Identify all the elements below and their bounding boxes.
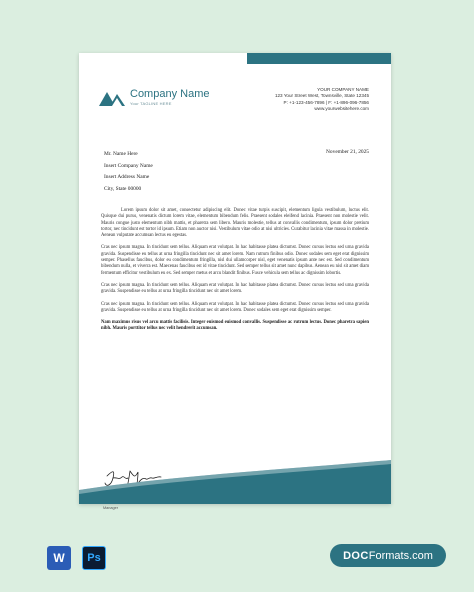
mountain-logo-icon bbox=[99, 88, 125, 106]
paragraph: Cras nec ipsum magna. In tincidunt sem tellus. Aliquam erat volutpat. In hac habitasse platea dictumst. Donec cursus lectus sed urna gravida gravida. Suspendisse eu tellus at urna fringilla tincidunt nec sit amet lorem. Donec sodales sem eget erat dignissim semper. bbox=[101, 301, 369, 313]
contact-phone: P: +1-123-456-7896 | F: +1-896-096-7856 bbox=[283, 99, 369, 105]
contact-website: www.yourwebsitehere.com bbox=[314, 105, 369, 111]
letter-date: November 21, 2025 bbox=[326, 149, 369, 155]
recipient-address: Insert Address Name bbox=[104, 174, 150, 180]
company-logo bbox=[99, 88, 209, 106]
contact-block bbox=[275, 87, 369, 112]
brand-suffix: Formats.com bbox=[368, 549, 433, 562]
footer-wave bbox=[79, 460, 391, 504]
photoshop-icon[interactable] bbox=[82, 546, 106, 570]
recipient-name: Mr. Name Here bbox=[104, 151, 138, 157]
app-icons bbox=[47, 546, 106, 570]
docformats-badge[interactable] bbox=[330, 544, 446, 567]
top-accent-bar bbox=[247, 53, 391, 64]
contact-company: YOUR COMPANY NAME bbox=[317, 87, 369, 92]
paragraph: Lorem ipsum dolor sit amet, consectetur adipiscing elit. Donec vitae turpis suscipit, elementum ligula vestibulum, luctus elit. Quisque dui purus, venenatis dictum lorem vitae, elementum bibendum felis. Praesent sodales eleifend lacinia. Praesent non molestie velit. Mauris congue justo elementum nibh mattis, et pharetra sem libero. Mauris molestie, tellus at convallis condimentum, ipsum dolor pretium tortor, nec tincidunt est tortor id ipsum. Etiam non auctor nisi. Vestibulum vitae odio at nisi ultricies. Curabitur lacinia vitae massa in molestie. Aenean vulputate accumsan lectus eu egestas. bbox=[101, 208, 369, 239]
contact-address: 123 Your Street West, Townsville, State 12345 bbox=[274, 93, 369, 99]
word-icon-letter: W bbox=[53, 551, 65, 565]
paragraph: Cras nec ipsum magna. In tincidunt sem tellus. Aliquam erat volutpat. In hac habitasse platea dictumst. Donec cursus lectus sed urna gravida gravida. Suspendisse eu tellus at urna fringilla tincidunt nec sit amet lorem. Nam rutrum finibus odio. Donec sodales sem eget erat dignissim semper. Phasellus faucibus, dolor eu condimentum fringilla, nisl dui ullamcorper nisl, eget venenatis ipsum ante nec est. Sed condimentum bibendum nulla, et viverra est. Maecenas faucibus est id vitae tincidunt. Sed semper tellus sit amet nunc dapibus. Aenean eu nisl sit amet diam fermentum efficitur vestibulum eu ex. Sed semper metus et arcu blandit finibus. Fusce vehicula sem tellus ac dignissim lobortis. bbox=[101, 245, 369, 276]
closing-paragraph: Nam maximus risus vel arcu mattis facilisis. Integer euismod euismod convallis. Suspendisse ac rutrum lectus. Donec pharetra sapien nibh. Mauris porttitor tellus nec velit hendrerit accumsan. bbox=[101, 320, 369, 332]
company-name: Company Name bbox=[130, 87, 210, 100]
letterhead-page bbox=[79, 53, 391, 510]
recipient-company: Insert Company Name bbox=[104, 162, 153, 169]
company-tagline: Your TAGLINE HERE bbox=[130, 100, 172, 106]
signer-title: Manager bbox=[103, 506, 118, 510]
photoshop-icon-letter: Ps bbox=[87, 552, 101, 564]
letter-body bbox=[101, 208, 369, 339]
recipient-block bbox=[104, 149, 153, 195]
brand-prefix: DOC bbox=[343, 549, 369, 562]
word-icon[interactable] bbox=[47, 546, 71, 570]
paragraph: Cras nec ipsum magna. In tincidunt sem tellus. Aliquam erat volutpat. In hac habitasse platea dictumst. Donec cursus lectus sed urna gravida gravida. Suspendisse eu tellus at urna fringilla tincidunt nec sit amet lorem. bbox=[101, 282, 369, 295]
recipient-city: City, State 00000 bbox=[104, 185, 142, 192]
